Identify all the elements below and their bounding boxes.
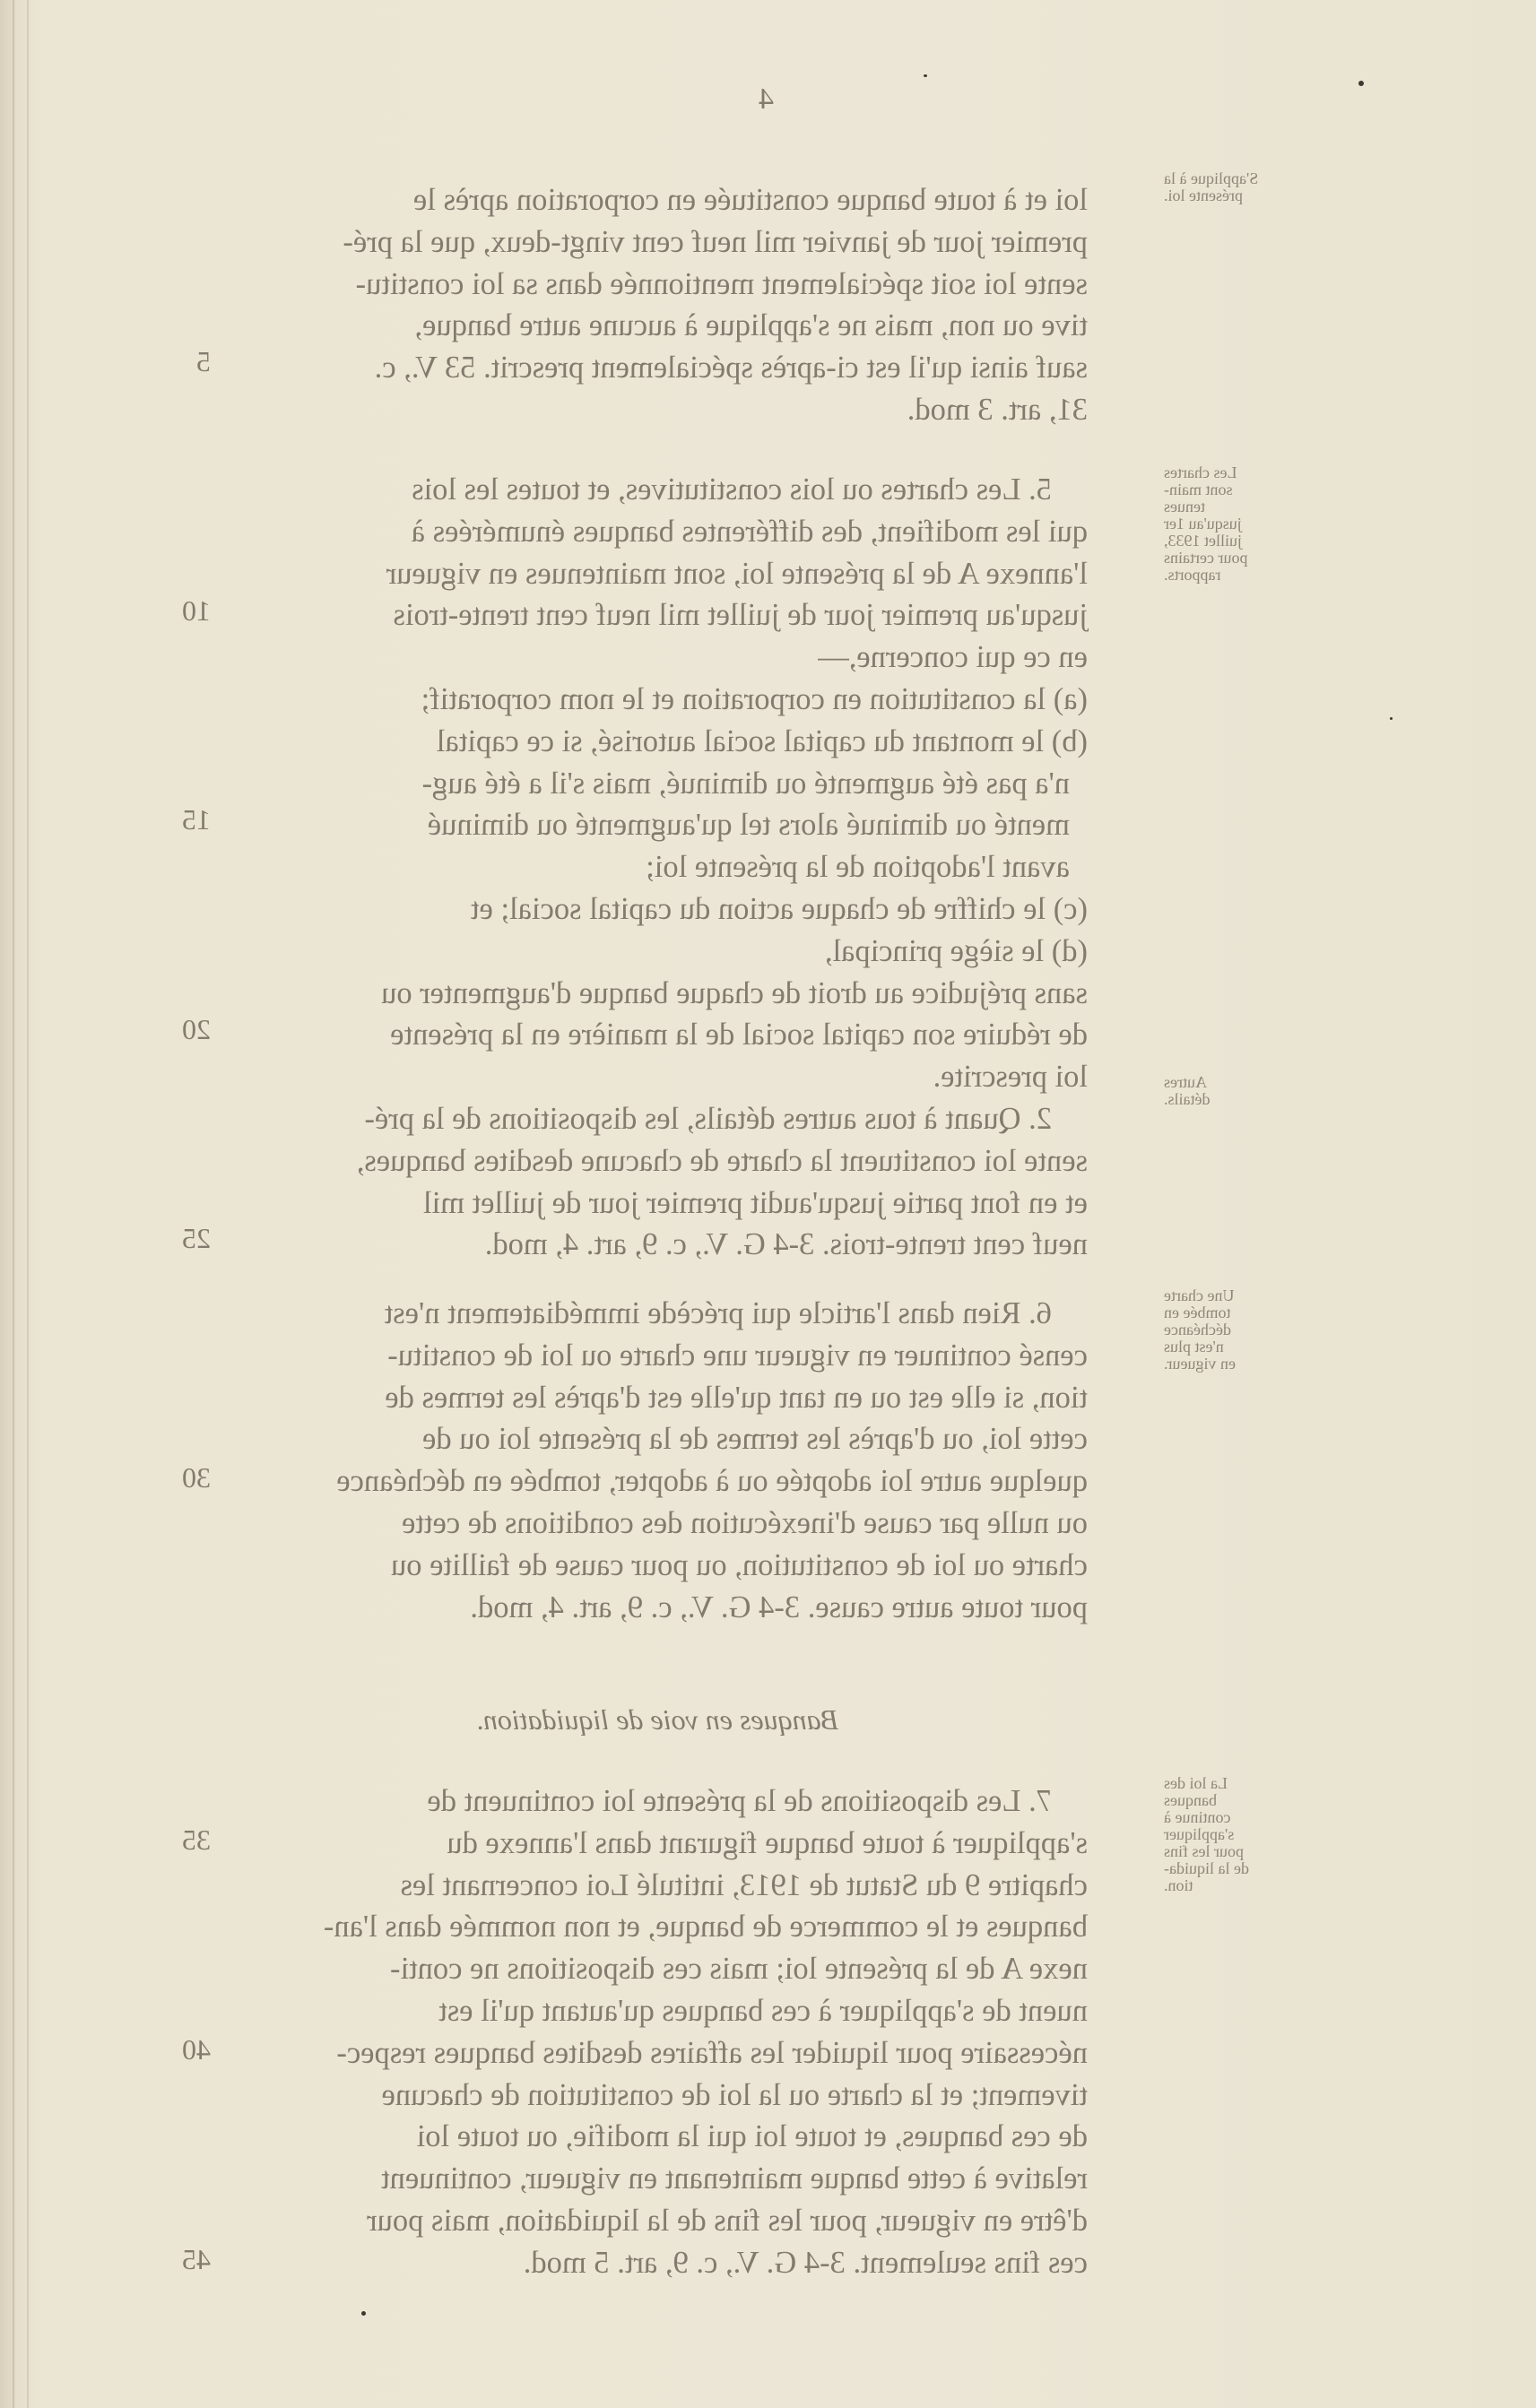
margin-note-line: tion. bbox=[1164, 1876, 1193, 1894]
line-number: 15 bbox=[182, 803, 211, 836]
margin-note-line: juillet 1933, bbox=[1164, 532, 1242, 550]
text-line: ces fins seulement. 3-4 G. V., c. 9, art. 5 mod. bbox=[523, 2245, 1088, 2280]
margin-note-line: La loi des bbox=[1164, 1774, 1228, 1792]
margin-note-line: détails. bbox=[1164, 1090, 1211, 1108]
list-item-d: (d) le siège principal, bbox=[824, 933, 1088, 968]
text-line: sente loi constituent la charte de chacune desdites banques, bbox=[356, 1143, 1088, 1178]
text-line: neuf cent trente-trois. 3-4 G. V., c. 9, art. 4, mod. bbox=[484, 1227, 1088, 1262]
margin-note-line: tombée en bbox=[1164, 1304, 1231, 1321]
text-line: et en font partie jusqu'audit premier jour de juillet mil bbox=[422, 1185, 1088, 1220]
section-heading: Banques en voie de liquidation. bbox=[475, 1703, 839, 1736]
list-item-a: (a) la constitution en corporation et le nom corporatif; bbox=[421, 681, 1088, 716]
text-line: menté ou diminué alors tel qu'augmenté ou diminué bbox=[427, 808, 1070, 843]
text-line: tivement; et la charte ou la loi de constitution de chacune bbox=[381, 2077, 1088, 2112]
margin-note-line: rapports. bbox=[1164, 566, 1221, 584]
text-line: 7. Les dispositions de la présente loi continuent de bbox=[427, 1784, 1052, 1818]
list-item-b: (b) le montant du capital social autorisé, si ce capital bbox=[436, 723, 1088, 758]
line-number: 40 bbox=[182, 2033, 211, 2066]
text-line: s'appliquer à toute banque figurant dans l'annexe du bbox=[447, 1825, 1088, 1860]
margin-note-line: Les chartes bbox=[1164, 463, 1237, 481]
margin-note-line: s'appliquer bbox=[1164, 1825, 1235, 1843]
text-line: nuent de s'appliquer à ces banques qu'autant qu'il est bbox=[438, 1993, 1088, 2028]
text-line: censé continuer en vigueur une charte ou loi de constitu- bbox=[387, 1338, 1088, 1373]
dust-speck bbox=[924, 74, 927, 77]
margin-note-line: S'applique à la bbox=[1164, 169, 1259, 187]
margin-note-line: pour les fins bbox=[1164, 1842, 1244, 1860]
margin-note-line: pour certains bbox=[1164, 549, 1248, 567]
margin-note-line: de la liquida- bbox=[1164, 1859, 1249, 1877]
line-number: 30 bbox=[182, 1461, 211, 1494]
text-line: premier jour de janvier mil neuf cent vingt-deux, que la pré- bbox=[343, 224, 1088, 259]
text-line: 6. Rien dans l'article qui précède immédiatement n'est bbox=[384, 1296, 1052, 1330]
text-line: 2. Quant à tous autres détails, les dispositions de la pré- bbox=[364, 1101, 1052, 1136]
margin-note-line: tenues bbox=[1164, 498, 1205, 515]
margin-note bbox=[1164, 1074, 1316, 1108]
text-line: d'être en vigueur, pour les fins de la liquidation, mais pour bbox=[367, 2203, 1088, 2238]
margin-note-line: déchéance bbox=[1164, 1321, 1231, 1338]
text-line: jusqu'au premier jour de juillet mil neuf cent trente-trois bbox=[393, 598, 1088, 633]
margin-note-line: Autres bbox=[1164, 1073, 1207, 1091]
margin-note-line: continue à bbox=[1164, 1808, 1231, 1826]
section-7 bbox=[227, 1780, 1088, 2284]
line-number: 25 bbox=[182, 1222, 211, 1254]
text-line: chapitre 9 du Statut de 1913, intitulé Loi concernant les bbox=[400, 1867, 1088, 1902]
margin-note bbox=[1164, 464, 1316, 584]
page-number: 4 bbox=[759, 82, 774, 116]
text-line: loi prescrite. bbox=[933, 1060, 1088, 1095]
text-line: nécessaire pour liquider les affaires desdites banques respec- bbox=[336, 2035, 1088, 2070]
margin-note-line: Une charte bbox=[1164, 1286, 1235, 1304]
paragraph-continuation bbox=[227, 179, 1088, 431]
text-line: sans préjudice au droit de chaque banque d'augmenter ou bbox=[381, 975, 1088, 1010]
margin-note-line: présente loi. bbox=[1164, 186, 1243, 204]
dust-speck bbox=[361, 2311, 366, 2316]
line-number: 5 bbox=[196, 345, 211, 377]
margin-note bbox=[1164, 170, 1316, 204]
text-line: banques et le commerce de banque, et non nommée dans l'an- bbox=[323, 1910, 1088, 1945]
line-number: 35 bbox=[182, 1823, 211, 1856]
margin-note-line: sont main- bbox=[1164, 481, 1233, 498]
text-line: quelque autre loi adoptée ou à adopter, tombée en déchéance bbox=[336, 1464, 1088, 1499]
margin-note-line: n'est plus bbox=[1164, 1338, 1224, 1356]
margin-note bbox=[1164, 1775, 1316, 1894]
text-line: avant l'adoption de la présente loi; bbox=[646, 850, 1070, 885]
margin-note-line: en vigueur. bbox=[1164, 1355, 1236, 1373]
text-line: tion, si elle est ou en tant qu'elle est d'après les termes de bbox=[385, 1380, 1088, 1415]
text-line: l'annexe A de la présente loi, sont maintenues en vigueur bbox=[386, 556, 1088, 591]
line-number: 20 bbox=[182, 1013, 211, 1045]
text-line: nexe A de la présente loi; mais ces dispositions ne conti- bbox=[389, 1952, 1088, 1987]
text-line: pour toute autre cause. 3-4 G. V., c. 9, art. 4, mod. bbox=[470, 1589, 1088, 1624]
text-line: de réduire son capital social de la manière en la présente bbox=[390, 1018, 1088, 1052]
section-6 bbox=[227, 1293, 1088, 1628]
margin-note-line: banques bbox=[1164, 1791, 1217, 1809]
text-line: loi et à toute banque constituée en corporation après le bbox=[412, 183, 1088, 217]
text-line: cette loi, ou d'après les termes de la présente loi ou de bbox=[422, 1422, 1088, 1457]
dust-speck bbox=[1358, 81, 1364, 86]
text-line: en ce qui concerne,— bbox=[818, 640, 1088, 675]
margin-note bbox=[1164, 1287, 1316, 1373]
margin-note-line: jusqu'au 1er bbox=[1164, 515, 1242, 533]
text-line: 5. Les chartes ou lois constitutives, et toutes les lois bbox=[412, 472, 1052, 507]
list-item-c: (c) le chiffre de chaque action du capital social; et bbox=[470, 891, 1088, 926]
line-number: 45 bbox=[182, 2243, 211, 2275]
text-line: sente loi soit spécialement mentionnée dans sa loi constitu- bbox=[355, 266, 1088, 301]
text-line: ou nulle par cause d'inexécution des conditions de cette bbox=[402, 1505, 1088, 1540]
text-line: charte ou loi de constitution, ou pour cause de faillite ou bbox=[391, 1547, 1088, 1582]
text-line: 31, art. 3 mod. bbox=[907, 392, 1088, 427]
dust-speck bbox=[1390, 717, 1393, 720]
text-line: sauf ainsi qu'il est ci-après spécialement prescrit. 53 V., c. bbox=[374, 351, 1088, 385]
line-number: 10 bbox=[182, 594, 211, 627]
text-line: tive ou non, mais ne s'applique à aucune autre banque, bbox=[414, 308, 1088, 343]
text-line: qui les modifient, des différentes banques énumérées à bbox=[411, 514, 1088, 549]
section-5 bbox=[227, 469, 1088, 1266]
text-line: de ces banques, et toute loi qui la modifie, ou toute loi bbox=[416, 2119, 1088, 2154]
text-line: n'a pas été augmenté ou diminué, mais s'il a été aug- bbox=[421, 766, 1070, 801]
text-line: relative à cette banque maintenant en vigueur, continuent bbox=[381, 2161, 1088, 2196]
